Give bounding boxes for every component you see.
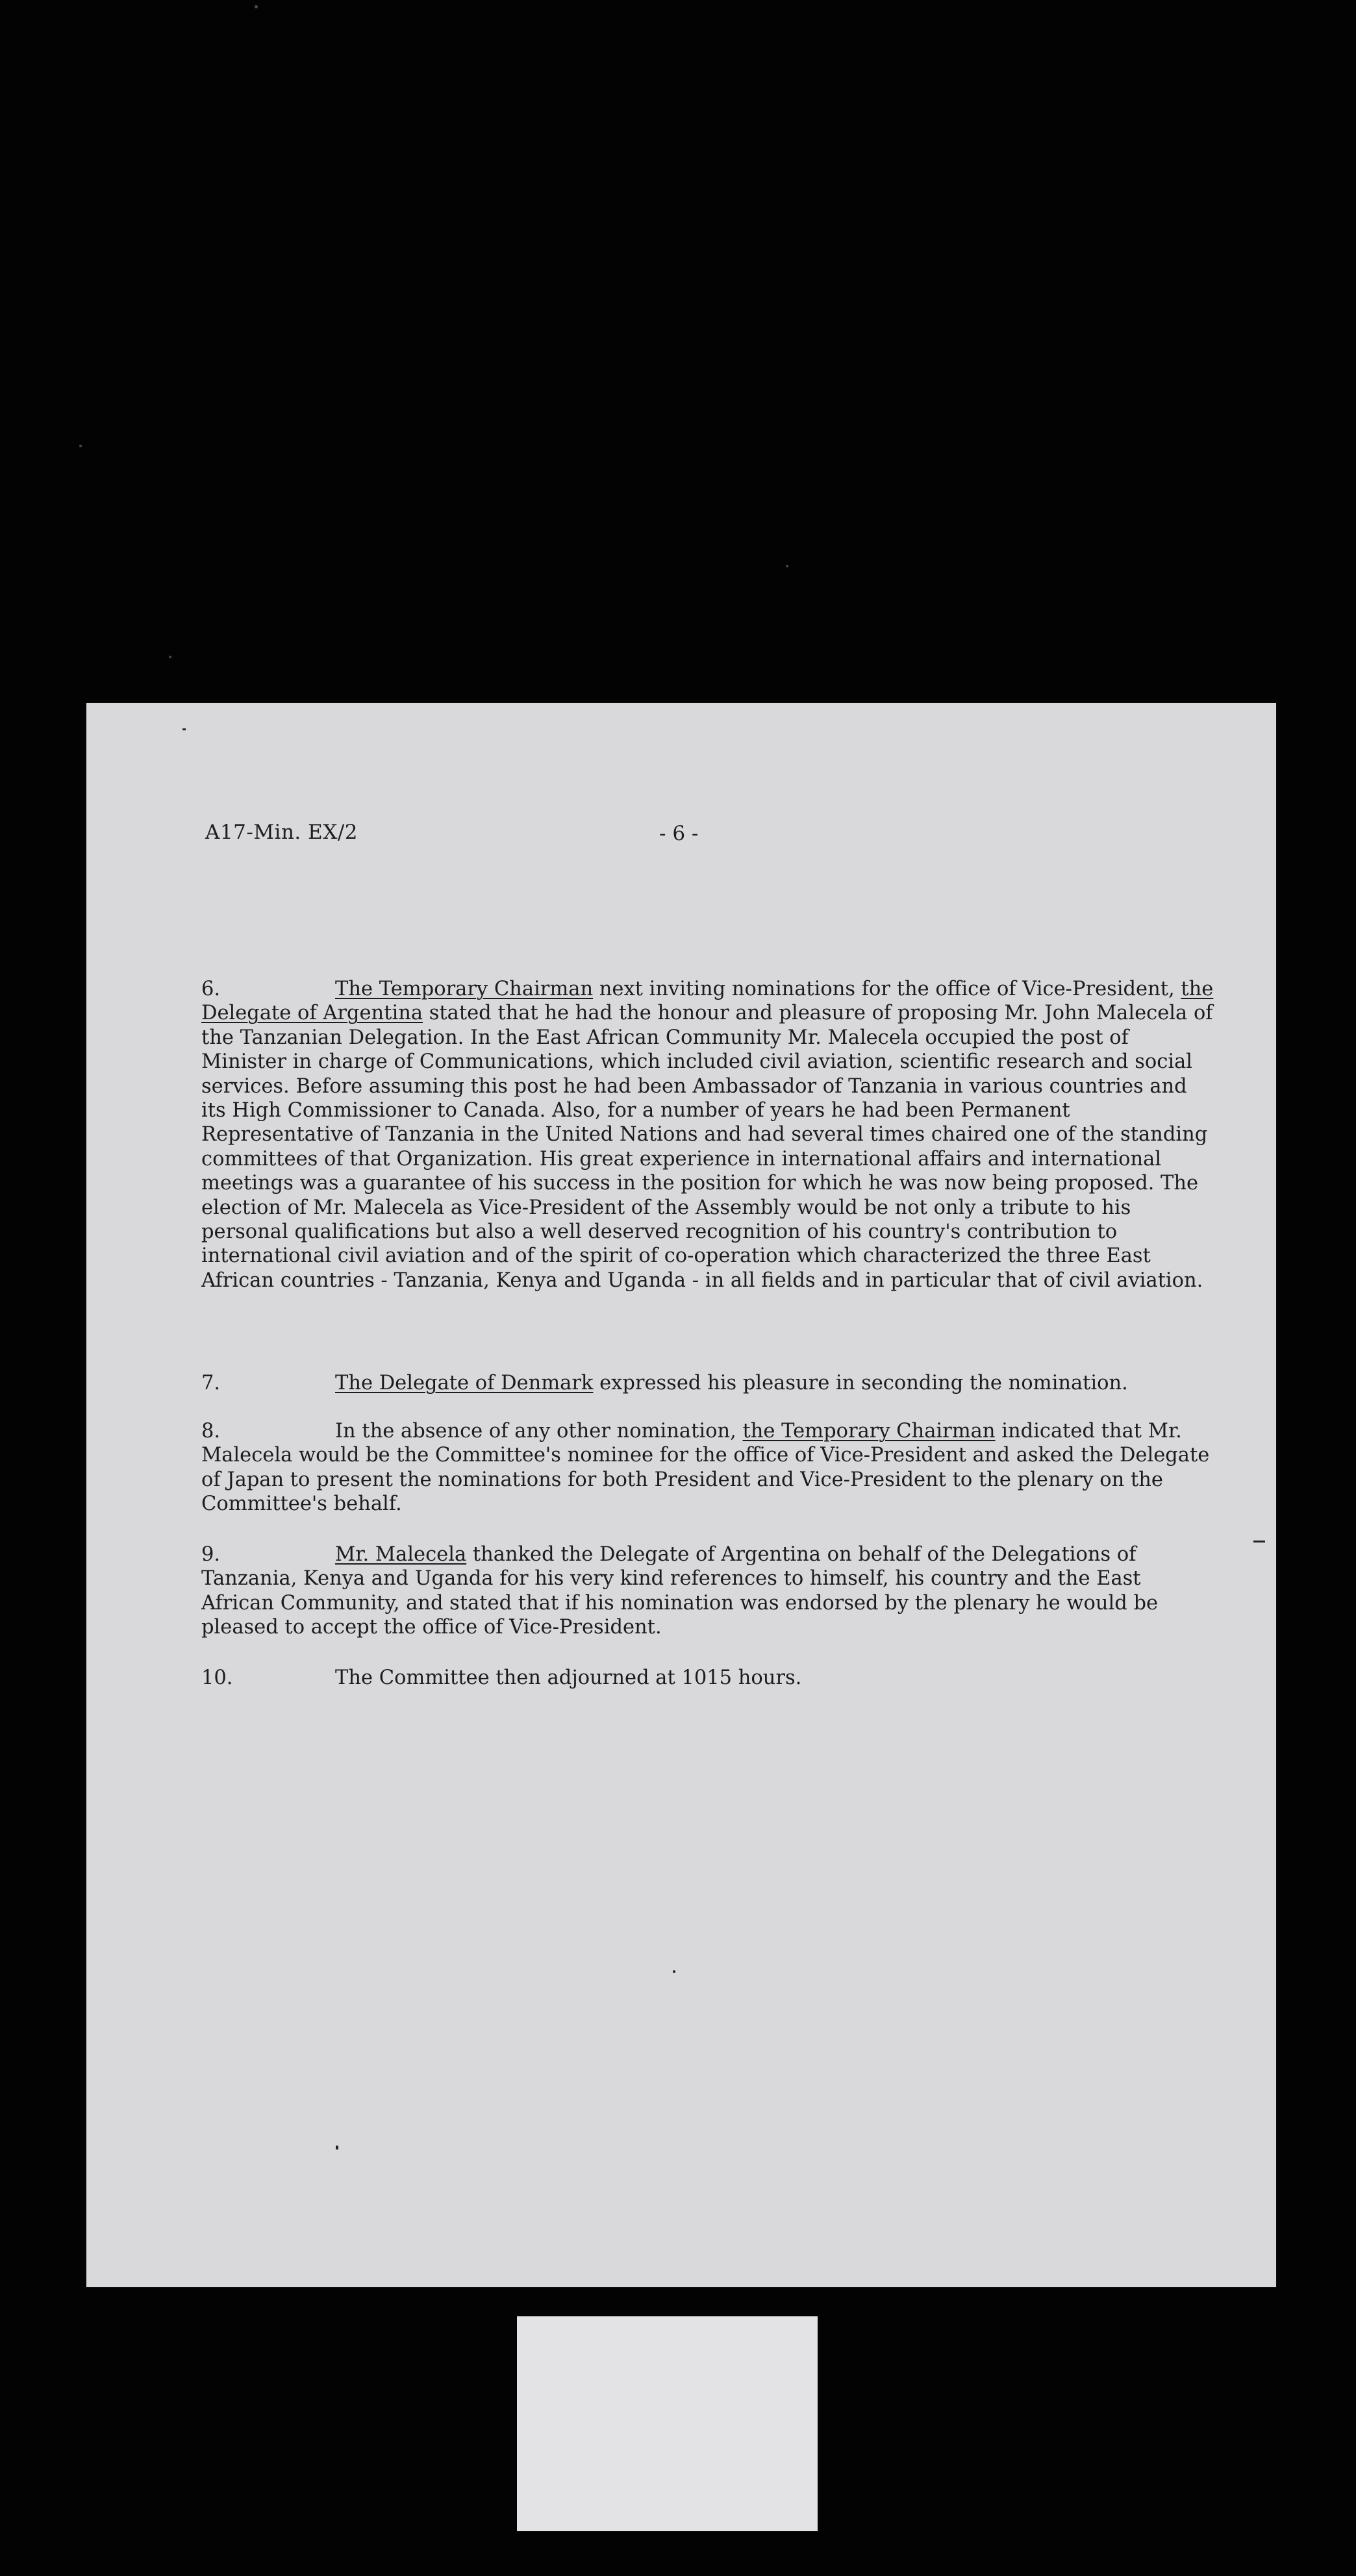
ink-dot	[336, 2146, 338, 2149]
paragraph-number: 6.	[201, 978, 221, 1000]
document-page	[86, 703, 1276, 2287]
paragraph-text: The Committee then adjourned at 1015 hours.	[335, 1666, 802, 1689]
document-reference: A17-Min. EX/2	[205, 821, 358, 844]
dust-speck	[79, 445, 82, 447]
speaker-name: the Delegate of Argentina	[201, 978, 1214, 1025]
paragraph-number: 7.	[201, 1372, 221, 1394]
ink-dot	[182, 728, 186, 730]
blank-slip	[517, 2316, 818, 2531]
paragraph-9	[201, 1542, 1214, 1640]
margin-mark	[1253, 1541, 1265, 1542]
page-number: - 6 -	[659, 822, 699, 845]
paragraph-10	[201, 1666, 1214, 1690]
dust-speck	[169, 656, 171, 658]
ink-dot	[673, 1970, 675, 1973]
paragraph-7	[201, 1371, 1214, 1395]
paragraph-8	[201, 1419, 1214, 1517]
speaker-name: the Temporary Chairman	[742, 1420, 996, 1443]
paragraph-text: indicated that Mr. Malecela would be the Committee's nominee for the office of Vice-President and asked the Delegate of Japan to present the nominations for both President and Vice-President to the plenary on the Committee's behalf.	[201, 1420, 1210, 1516]
paragraph-text: expressed his pleasure in seconding the nomination.	[593, 1372, 1128, 1394]
paragraph-text: stated that he had the honour and pleasure of proposing Mr. John Malecela of the Tanzanian Delegation. In the East African Community Mr. Malecela occupied the post of Minister in charge of Communications, which included civil aviation, scientific research and social services. Before assuming this post he had been Ambassador of Tanzania in various countries and its High Commissioner to Canada. Also, for a number of years he had been Permanent Representative of Tanzania in the United Nations and had several times chaired one of the standing committees of that Organization. His great experience in international affairs and international meetings was a guarantee of his success in the position for which he was now being proposed. The election of Mr. Malecela as Vice-President of the Assembly would be not only a tribute to his personal qualifications but also a well deserved recognition of his country's contribution to international civil aviation and of the spirit of co-operation which characterized the three East African countries - Tanzania, Kenya and Uganda - in all fields and in particular that of civil aviation.	[201, 1002, 1213, 1292]
dust-speck	[255, 5, 258, 8]
speaker-name: The Delegate of Denmark	[335, 1372, 594, 1394]
paragraph-number: 10.	[201, 1666, 233, 1689]
speaker-name: The Temporary Chairman	[335, 978, 594, 1000]
paragraph-text: thanked the Delegate of Argentina on behalf of the Delegations of Tanzania, Kenya and Uganda for his very kind references to himself, his country and the East African Community, and stated that if his nomination was endorsed by the plenary he would be pleased to accept the office of Vice-President.	[201, 1543, 1159, 1639]
speaker-name: Mr. Malecela	[335, 1543, 467, 1566]
paragraph-text: In the absence of any other nomination,	[335, 1420, 743, 1443]
paragraph-number: 9.	[201, 1543, 221, 1566]
paragraph-number: 8.	[201, 1420, 221, 1443]
paragraph-text: next inviting nominations for the office of Vice-President,	[593, 978, 1181, 1000]
paragraph-6	[201, 977, 1214, 1293]
dust-speck	[786, 565, 788, 567]
